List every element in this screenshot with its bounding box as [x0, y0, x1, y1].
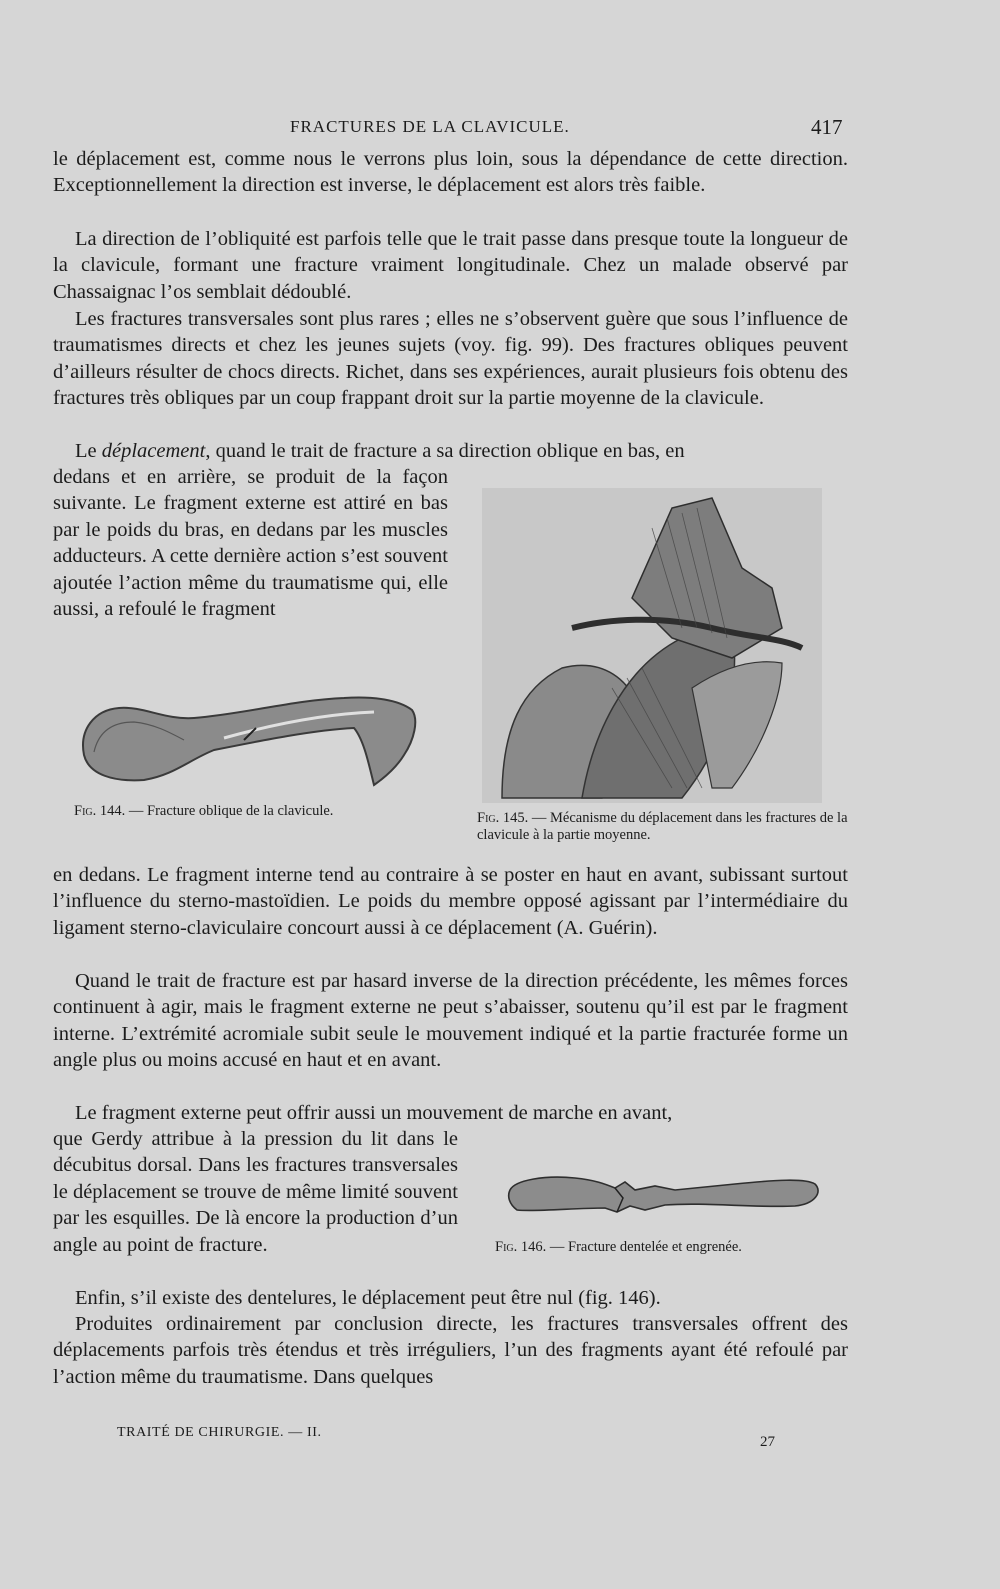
- paragraph-4-word: Le: [75, 440, 97, 462]
- paragraph-1: le déplacement est, comme nous le verrons plus loin, sous la dépendance de cette direction. Exceptionnellement la direction est inverse, le déplacement est alors très faible.: [53, 148, 848, 197]
- figure-146-label: Fig. 146.: [495, 1239, 547, 1255]
- figure-145-label: Fig. 145.: [477, 810, 529, 826]
- paragraph-6: Quand le trait de fracture est par hasard inverse de la direction précédente, les mêmes forces continuent à agir, mais le fragment externe ne peut s’abaisser, soutenu qu’il est par le fragment interne. L’extrémité acromiale subit seule le mouvement indiqué et la partie fracturée forme un angle plus ou moins accusé en haut et en avant.: [53, 970, 848, 1072]
- paragraph-7-narrow: que Gerdy attribue à la pression du lit dans le décubitus dorsal. Dans les fractures transversales le déplacement se trouve de même limité souvent par les esquilles. De là encore la production d’un angle au point de fracture.: [53, 1128, 458, 1256]
- figure-144-label: Fig. 144.: [74, 803, 126, 819]
- paragraph-9: Produites ordinairement par conclusion directe, les fractures transversales offrent des déplacements parfois très étendus et très irréguliers, l’un des fragments ayant été refoulé par l’action même du traumatisme. Dans quelques: [53, 1313, 848, 1388]
- figure-145-shoulder-illustration: [482, 488, 822, 803]
- figure-144-text: — Fracture oblique de la clavicule.: [128, 803, 334, 819]
- figure-144-clavicle-illustration: [74, 680, 424, 795]
- figure-144-caption: [74, 803, 474, 820]
- figure-146-caption: [495, 1239, 855, 1256]
- paragraph-7-start: Le fragment externe peut offrir aussi un mouvement de marche en avant,: [75, 1102, 673, 1124]
- figure-146-text: — Fracture dentelée et engrenée.: [549, 1239, 742, 1255]
- footer-signature: 27: [760, 1434, 775, 1450]
- paragraph-2: La direction de l’obliquité est parfois telle que le trait passe dans presque toute la longueur de la clavicule, formant une fracture vraiment longitudinale. Chez un malade observé par Chassaignac l’os semblait dédoublé.: [53, 228, 848, 303]
- paragraph-4-rest: , quand le trait de fracture a sa direction oblique en bas, en: [205, 440, 685, 462]
- footer-book-title: TRAITÉ DE CHIRURGIE. — II.: [117, 1425, 322, 1440]
- running-title: FRACTURES DE LA CLAVICULE.: [290, 117, 570, 136]
- figure-146-clavicle-illustration: [505, 1160, 825, 1230]
- page-header: [0, 113, 1000, 143]
- figure-145-caption: [477, 810, 857, 844]
- figure-145-text: — Mécanisme du déplacement dans les fractures de la clavicule à la partie moyenne.: [477, 810, 848, 843]
- paragraph-3: Les fractures transversales sont plus rares ; elles ne s’observent guère que sous l’influence de traumatismes directs et chez les jeunes sujets (voy. fig. 99). Des fractures obliques peuvent d’ailleurs résulter de chocs directs. Richet, dans ses expériences, aurait plusieurs fois obtenu des fractures très obliques par un coup frappant droit sur la partie moyenne de la clavicule.: [53, 308, 848, 410]
- paragraph-5: en dedans. Le fragment interne tend au contraire à se poster en haut en avant, subissant surtout l’influence du sterno-mastoïdien. Le poids du membre opposé agissant par l’intermédiaire du ligament sterno-claviculaire concourt aussi à ce déplacement (A. Guérin).: [53, 864, 848, 939]
- paragraph-4-start: [53, 438, 848, 464]
- paragraph-8: Enfin, s’il existe des dentelures, le déplacement peut être nul (fig. 146).: [75, 1287, 661, 1309]
- paragraph-4-narrow: dedans et en arrière, se produit de la façon suivante. Le fragment externe est attiré en bas par le poids du bras, en dedans par les muscles adducteurs. A cette dernière action s’est souvent ajoutée l’action même du traumatisme qui, elle aussi, a refoulé le fragment: [53, 466, 448, 621]
- paragraph-4-italic: déplacement: [101, 440, 206, 462]
- page-number: 417: [811, 115, 843, 139]
